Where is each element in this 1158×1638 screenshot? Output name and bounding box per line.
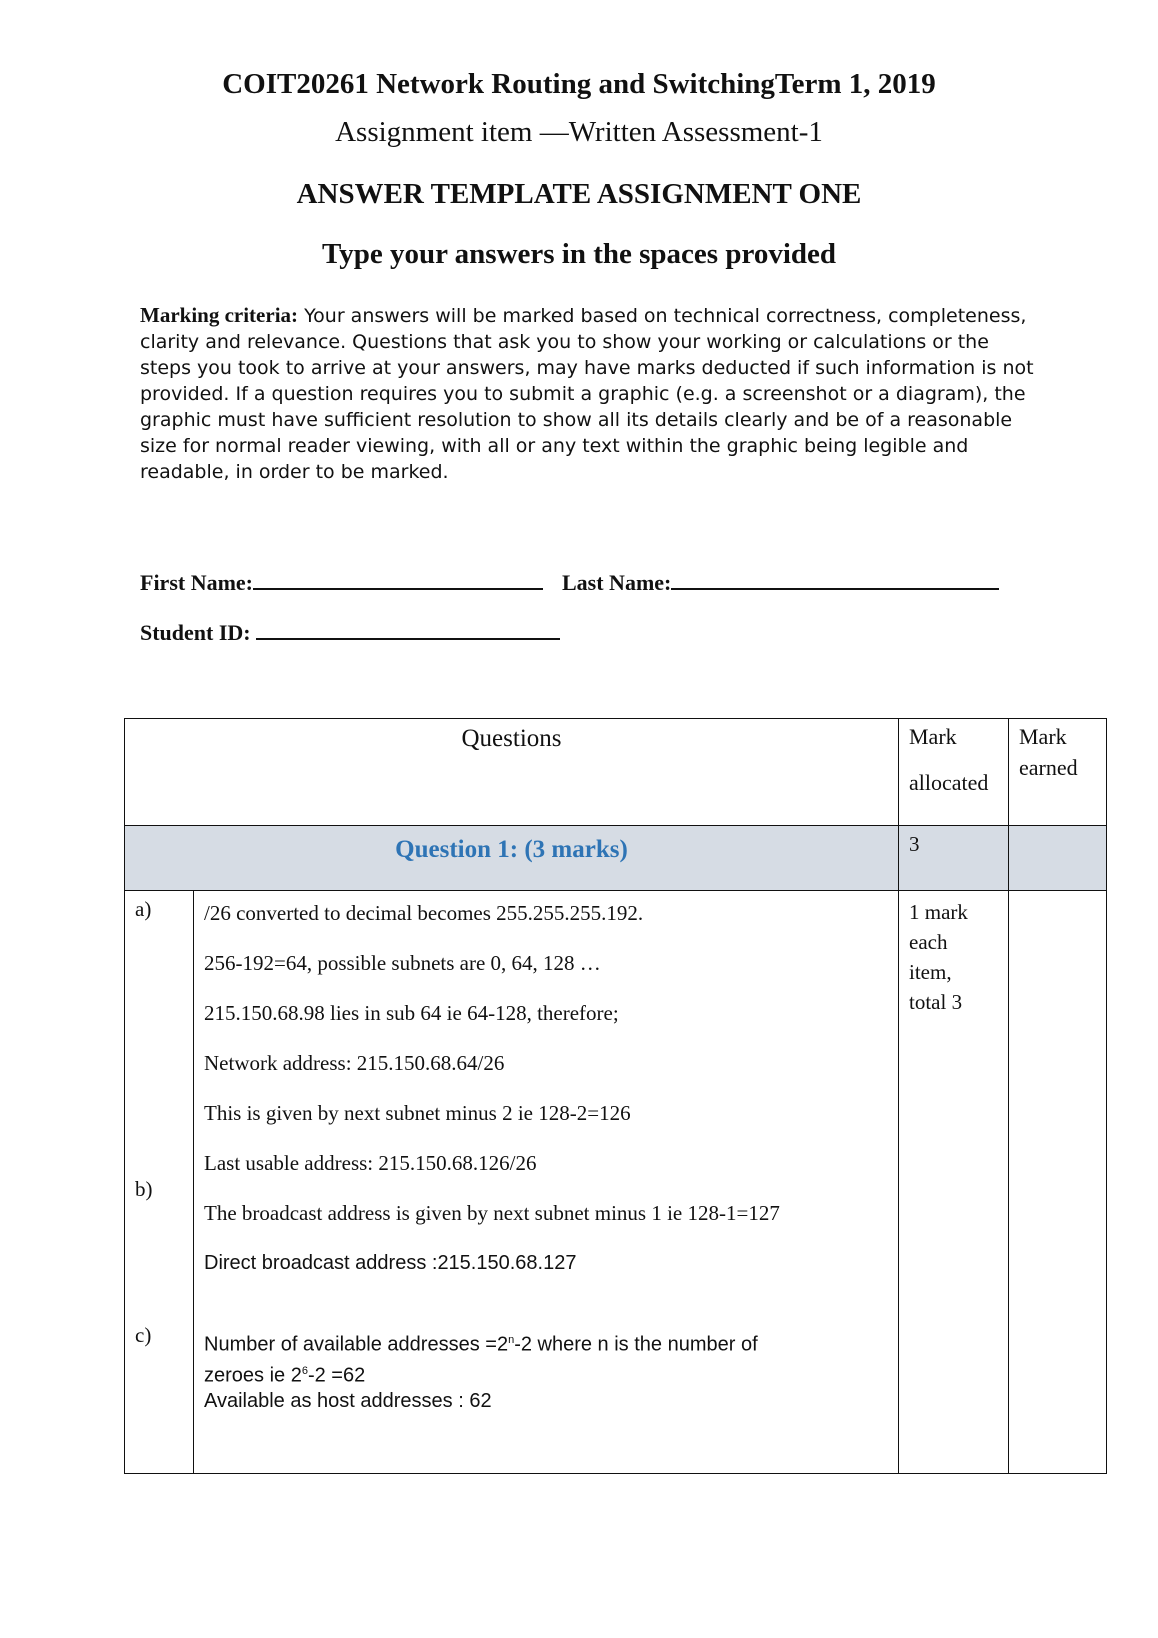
marking-criteria-text: Your answers will be marked based on technical correctness, completeness, clarity and relevance. Questions that ask you to show your working or calculations or the steps you took to arrive at your answers, may have marks deducted if such information is not provided. If a question requires you to submit a graphic (e.g. a screenshot or a diagram), the graphic must have sufficient resolution to show all its details clearly and be of a reasonable size for normal reader viewing, with all or any text within the graphic being legible and readable, in order to be marked. xyxy=(140,305,1034,483)
table-header-row xyxy=(125,719,1107,826)
part-label-b: b) xyxy=(135,1177,153,1201)
last-name-blank[interactable] xyxy=(671,568,999,590)
marking-criteria-label: Marking criteria: xyxy=(140,303,299,327)
assignment-item: Assignment item —Written Assessment-1 xyxy=(335,116,823,148)
answers-cell[interactable] xyxy=(194,891,899,1474)
answer-line: Network address: 215.150.68.64/26 xyxy=(204,1051,505,1075)
answer-line: This is given by next subnet minus 2 ie 128-2=126 xyxy=(204,1101,631,1125)
first-name-blank[interactable] xyxy=(253,568,543,590)
mark-allocation-note: 1 mark each item, total 3 xyxy=(899,891,1009,1474)
answer-line: Direct broadcast address :215.150.68.127 xyxy=(204,1252,577,1274)
template-title: ANSWER TEMPLATE ASSIGNMENT ONE xyxy=(296,178,862,210)
mark-allocated-line1: Mark xyxy=(909,724,957,749)
question1-title: Question 1: (3 marks) xyxy=(125,826,899,891)
question1-header-row xyxy=(125,826,1107,891)
question1-marks: 3 xyxy=(899,826,1009,891)
student-id-blank[interactable] xyxy=(256,618,560,640)
last-name-label: Last Name: xyxy=(562,570,672,595)
answer-line: 256-192=64, possible subnets are 0, 64, 128 … xyxy=(204,951,601,975)
answer-table xyxy=(124,718,1107,1474)
first-name-label: First Name: xyxy=(140,570,254,595)
question1-earned-cell[interactable] xyxy=(1009,826,1107,891)
question1-body-row xyxy=(125,891,1107,1474)
answer-c-block xyxy=(204,1327,888,1414)
marking-criteria xyxy=(140,302,1040,485)
answer-c-line2: zeroes ie $2^6-2 =62$ xyxy=(204,1364,366,1387)
mark-earned-cell[interactable] xyxy=(1009,891,1107,1474)
answer-line: 215.150.68.98 lies in sub 64 ie 64-128, therefore; xyxy=(204,1001,619,1025)
last-name-field[interactable] xyxy=(562,568,999,596)
answer-line: /26 converted to decimal becomes 255.255.255.192. xyxy=(204,901,644,925)
course-title: COIT20261 Network Routing and SwitchingTerm 1, 2019 xyxy=(222,68,936,100)
instruction-heading: Type your answers in the spaces provided xyxy=(322,238,836,270)
first-name-field[interactable] xyxy=(140,568,543,596)
part-labels-cell xyxy=(125,891,194,1474)
answer-line: Last usable address: 215.150.68.126/26 xyxy=(204,1151,537,1175)
part-label-a: a) xyxy=(135,897,152,921)
questions-header: Questions xyxy=(125,719,899,826)
mark-earned-header: Mark earned xyxy=(1009,719,1107,826)
student-id-field[interactable] xyxy=(140,618,560,646)
mark-allocated-line2: allocated xyxy=(909,770,989,795)
answer-line: The broadcast address is given by next subnet minus 1 ie 128-1=127 xyxy=(204,1201,780,1225)
answer-c-line1: Number of available addresses $=2^n-2$ where n is the number of xyxy=(204,1333,758,1356)
part-label-c: c) xyxy=(135,1323,152,1347)
answer-c-line3: Available as host addresses : 62 xyxy=(204,1390,492,1413)
mark-allocated-header xyxy=(899,719,1009,826)
student-id-label: Student ID: xyxy=(140,620,251,645)
